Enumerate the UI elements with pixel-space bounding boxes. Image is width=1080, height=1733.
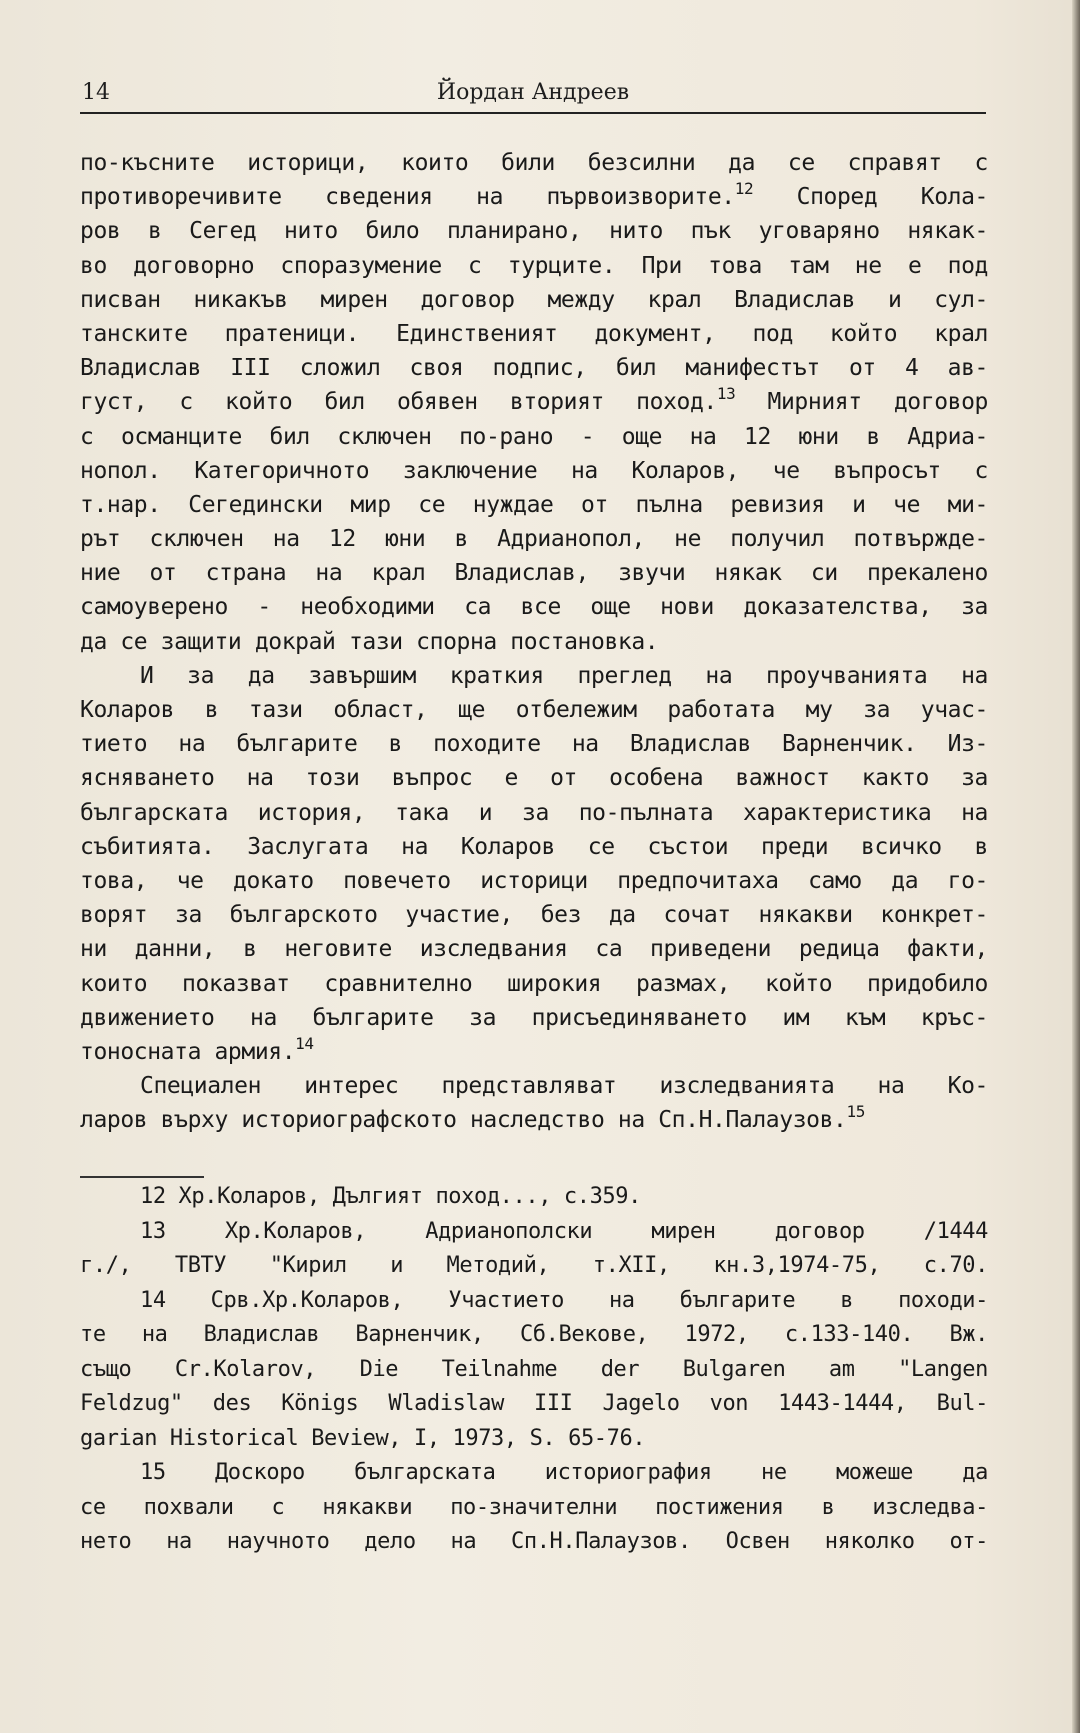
text-line: Владислав III сложил своя подпис, бил манифестът от 4 ав-: [80, 355, 988, 382]
footnote-mark: 12: [734, 179, 754, 199]
footnote-mark: 13: [716, 384, 736, 404]
text-line: самоуверено - необходими са все още нови доказателства, за: [80, 594, 988, 621]
text-line: танските пратеници. Единственият документ, под който крал: [80, 320, 988, 347]
text-line-head: густ, с който бил обявен вторият поход.: [80, 389, 717, 416]
text-line: во договорно споразумение с турците. При това там не е под: [80, 252, 988, 279]
text-line: писван никакъв мирен договор между крал Владислав и сул-: [80, 286, 988, 313]
text-line: това, че докато повечето историци предпочитаха само да го-: [80, 867, 988, 894]
text-line: [80, 385, 988, 419]
text-line: по-късните историци, които били безсилни да се справят с: [80, 150, 988, 176]
text-line-head: противоречивите сведения на първоизворите.: [80, 184, 735, 211]
text-line: движението на българите за присъединяването им към кръс-: [80, 1004, 988, 1031]
footnote-line: се похвали с някакви по-значителни постижения в изследва-: [80, 1494, 988, 1520]
running-header: [80, 78, 986, 114]
page-number: 14: [82, 80, 110, 105]
footnote-line: г./, ТВТУ "Кирил и Методий, т.XII, кн.3,1974-75, с.70.: [80, 1253, 988, 1278]
text-line-head: тоносната армия.: [80, 1038, 296, 1065]
text-line: да се защити докрай тази спорна постановка.: [80, 628, 659, 655]
footnote-mark: 14: [295, 1033, 314, 1053]
text-line: [80, 1103, 988, 1137]
footnote-line: Feldzug" des Königs Wladislaw III Jagelo von 1443-1444, Bul-: [80, 1391, 988, 1416]
footnote-line: 12 Хр.Коларов, Дългият поход..., с.359.: [140, 1184, 641, 1209]
footnote-line: 14 Срв.Хр.Коларов, Участието на българите в походи-: [140, 1287, 988, 1313]
text-line: ни данни, в неговите изследвания са приведени редица факти,: [80, 936, 988, 963]
footnote-mark: 15: [846, 1102, 865, 1122]
footnote-line: нето на научното дело на Сп.Н.Палаузов. Освен няколко от-: [80, 1529, 988, 1554]
text-line: [80, 1035, 988, 1069]
footnotes: [80, 1180, 988, 1560]
footnote-line: също Cr.Kolarov, Die Teilnahme der Bulgaren am "Langen: [80, 1356, 988, 1382]
text-line-tail: Според Кола-: [796, 184, 988, 211]
text-line-tail: Мирният договор: [767, 389, 988, 416]
footnote-line: 13 Хр.Коларов, Адрианополски мирен договор /1444: [140, 1218, 988, 1244]
text-line: ров в Сегед нито било планирано, нито пък уговаряно някак-: [80, 218, 988, 245]
text-line: рът сключен на 12 юни в Адрианопол, не получил потвържде-: [80, 526, 988, 553]
text-line: ясняването на този въпрос е от особена важност както за: [80, 765, 988, 792]
running-head-author: Йордан Андреев: [436, 80, 630, 105]
text-line: с османците бил сключен по-рано - още на 12 юни в Адриа-: [80, 423, 988, 450]
text-line: ворят за българското участие, без да сочат някакви конкрет-: [80, 902, 988, 929]
footnote-rule: [80, 1176, 204, 1178]
text-line-head: ларов върху историографското наследство на Сп.Н.Палаузов.: [80, 1107, 847, 1134]
text-line: Специален интерес представляват изследванията на Ко-: [140, 1073, 988, 1100]
main-text: [80, 146, 988, 1137]
text-line: И за да завършим краткия преглед на проучванията на: [140, 662, 988, 689]
footnote-line: 15 Доскоро българската историография не можеше да: [140, 1460, 988, 1485]
footnote-line: те на Владислав Варненчик, Сб.Векове, 1972, с.133-140. Вж.: [80, 1322, 988, 1347]
text-line: ние от страна на крал Владислав, звучи някак си прекалено: [80, 560, 988, 587]
text-line: събитията. Заслугата на Коларов се състои преди всичко в: [80, 833, 988, 860]
text-line: нопол. Категоричното заключение на Коларов, че въпросът с: [80, 457, 988, 484]
text-line: т.нар. Сегедински мир се нуждае от пълна ревизия и че ми-: [80, 491, 988, 518]
text-line: българската история, така и за по-пълната характеристика на: [80, 799, 988, 826]
text-line: [80, 180, 988, 214]
text-line: които показват сравнително широкия размах, който придобило: [80, 970, 988, 997]
footnote-line: garian Historical Beview, I, 1973, S. 65-76.: [80, 1425, 646, 1451]
text-line: Коларов в тази област, ще отбележим работата му за учас-: [80, 697, 988, 723]
page-edge-shadow: [1072, 0, 1080, 1733]
text-line: тието на българите в походите на Владислав Варненчик. Из-: [80, 731, 988, 758]
